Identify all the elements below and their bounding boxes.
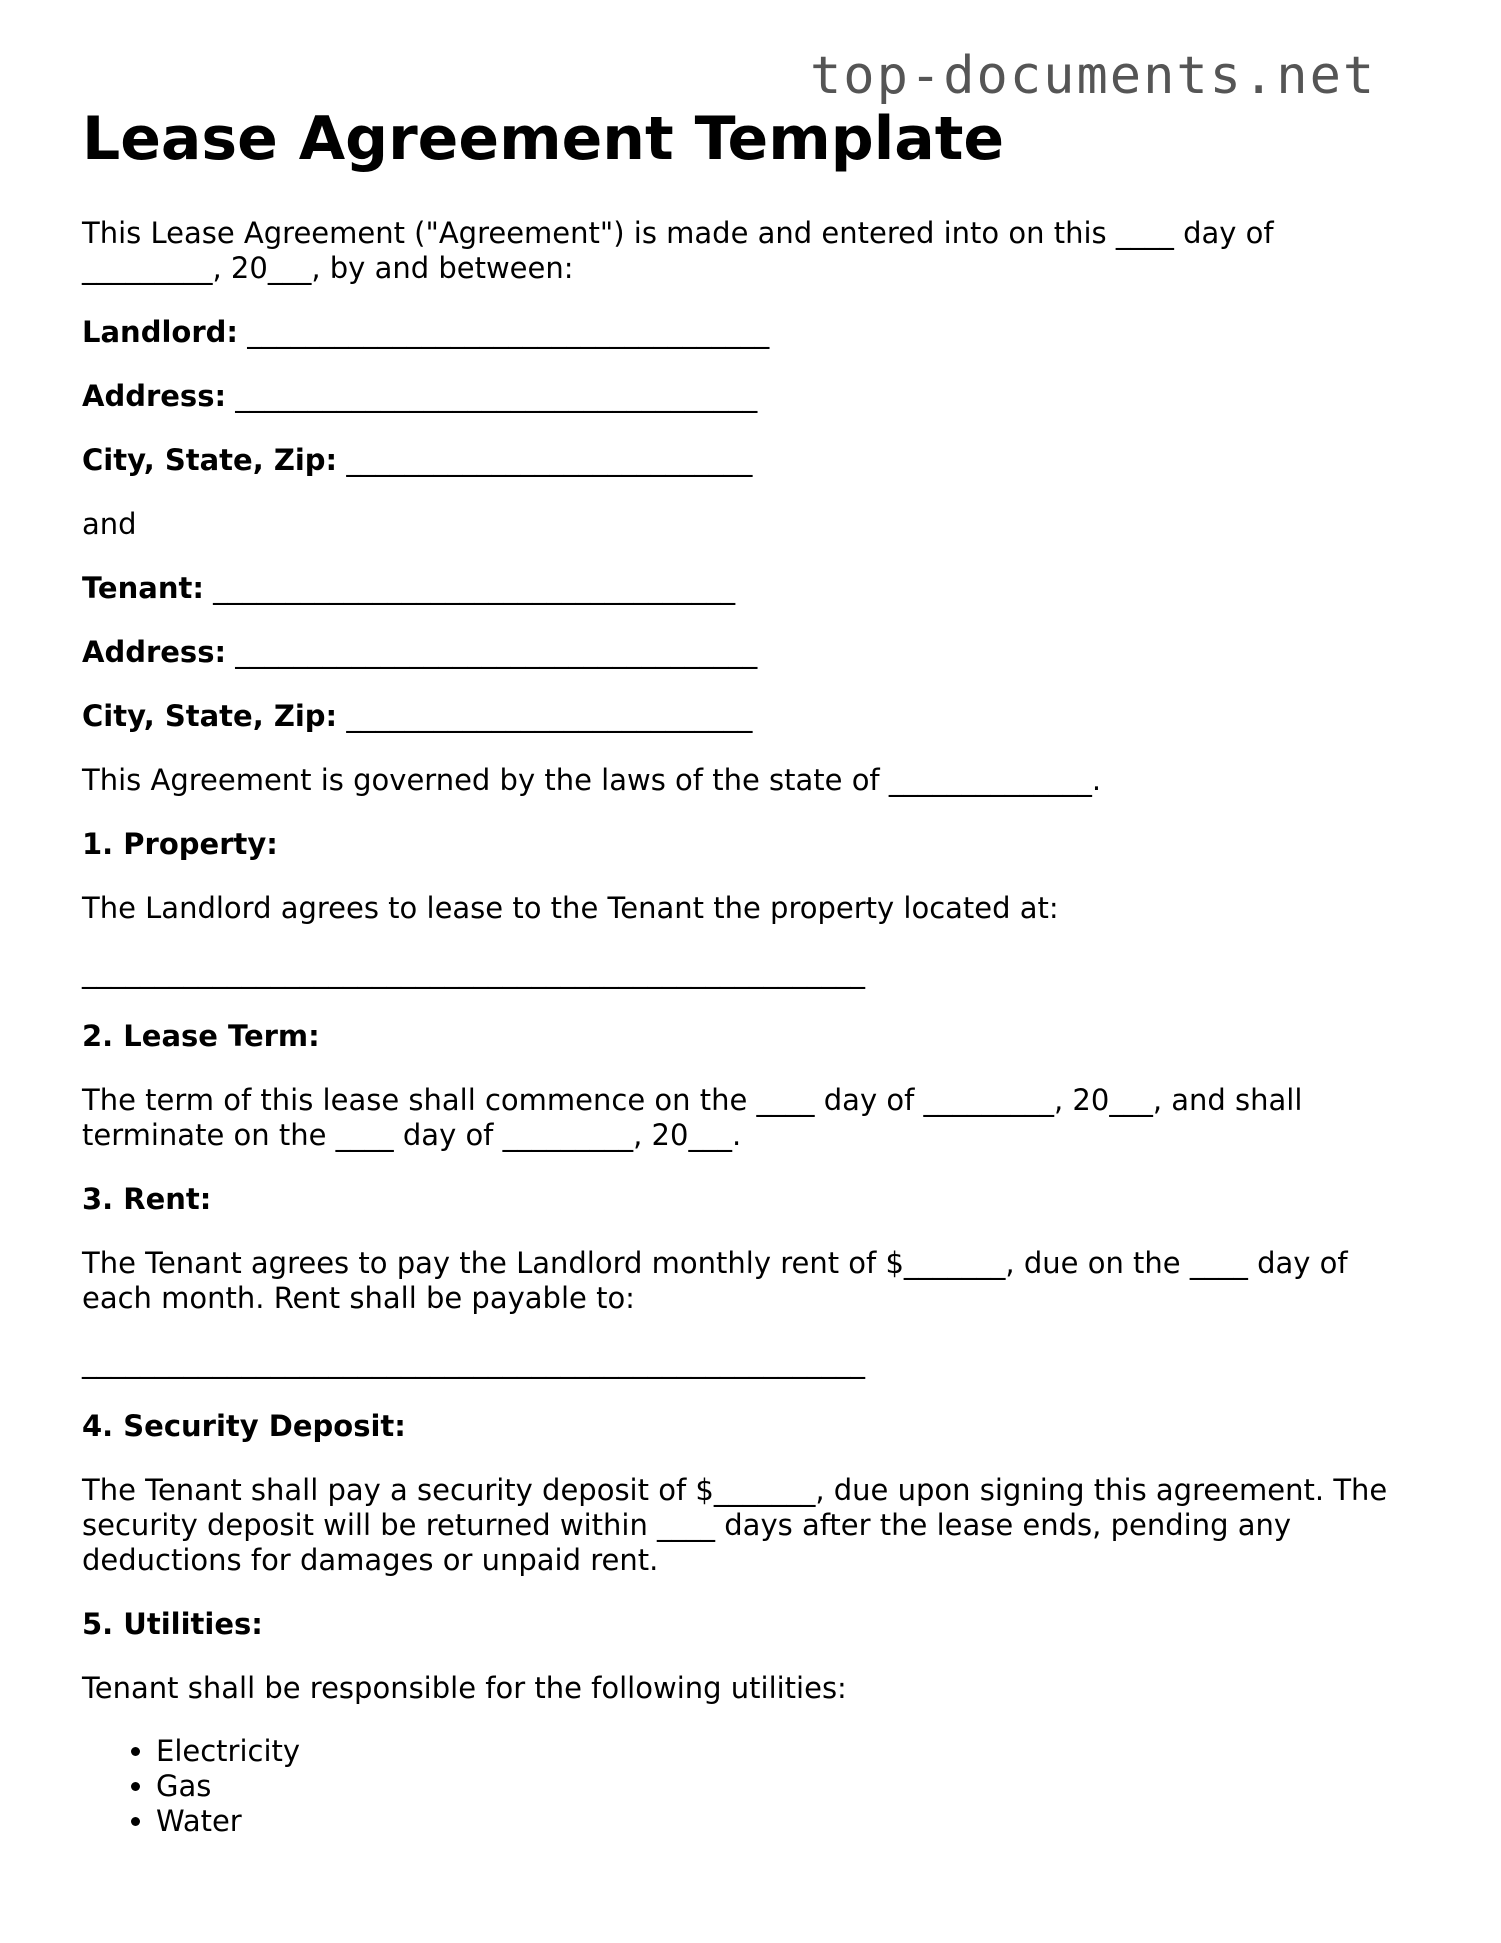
security-deposit-heading: 4. Security Deposit: (82, 1409, 406, 1443)
governing-law-text: This Agreement is governed by the laws of the state of ______________. (82, 763, 1102, 797)
list-item: • Water (156, 1804, 300, 1839)
landlord-address-row (82, 379, 757, 414)
tenant-address-blank[interactable]: ____________________________________ (226, 635, 758, 669)
rent-line-2: each month. Rent shall be payable to: (82, 1281, 635, 1315)
tenant-name-row (82, 571, 735, 606)
landlord-address-label: Address: (82, 379, 227, 413)
property-address-blank[interactable]: ______________________________________________________ (82, 955, 865, 989)
security-deposit-line-3: deductions for damages or unpaid rent. (82, 1543, 659, 1577)
list-item: • Electricity (156, 1734, 300, 1769)
security-deposit-line-1: The Tenant shall pay a security deposit of $_______, due upon signing this agreement. The (82, 1473, 1388, 1507)
tenant-csz-row (82, 699, 752, 734)
and-text: and (82, 507, 137, 541)
landlord-name-row (82, 315, 769, 350)
lease-term-heading: 2. Lease Term: (82, 1019, 320, 1053)
intro-line-1: This Lease Agreement ("Agreement") is made and entered into on this ____ day of (82, 216, 1274, 250)
landlord-name-blank[interactable]: ____________________________________ (237, 315, 770, 349)
lease-term-line-1: The term of this lease shall commence on the ____ day of _________, 20___, and shall (82, 1083, 1303, 1117)
landlord-address-blank[interactable]: ____________________________________ (226, 379, 758, 413)
rent-payee-blank[interactable]: ______________________________________________________ (82, 1345, 865, 1379)
tenant-csz-blank[interactable]: ____________________________ (337, 699, 753, 733)
property-heading: 1. Property: (82, 827, 278, 861)
tenant-name-label: Tenant: (82, 571, 204, 605)
property-text: The Landlord agrees to lease to the Tenant the property located at: (82, 891, 1059, 925)
rent-heading: 3. Rent: (82, 1182, 212, 1216)
tenant-address-row (82, 635, 757, 670)
tenant-csz-label: City, State, Zip: (82, 699, 338, 733)
landlord-csz-row (82, 443, 752, 478)
list-item: • Gas (156, 1769, 300, 1804)
intro-line-2: _________, 20___, by and between: (82, 251, 574, 285)
document-title: Lease Agreement Template (82, 104, 1005, 174)
utilities-list (82, 1734, 300, 1839)
landlord-csz-label: City, State, Zip: (82, 443, 338, 477)
lease-term-line-2: terminate on the ____ day of _________, 20___. (82, 1118, 742, 1152)
security-deposit-line-2: security deposit will be returned within ____ days after the lease ends, pending any (82, 1508, 1292, 1542)
tenant-address-label: Address: (82, 635, 227, 669)
utilities-text: Tenant shall be responsible for the following utilities: (82, 1671, 847, 1705)
utilities-heading: 5. Utilities: (82, 1607, 263, 1641)
watermark: top-documents.net (810, 46, 1377, 106)
landlord-csz-blank[interactable]: ____________________________ (337, 443, 753, 477)
rent-line-1: The Tenant agrees to pay the Landlord monthly rent of $_______, due on the ____ day of (82, 1246, 1348, 1280)
tenant-name-blank[interactable]: ____________________________________ (203, 571, 736, 605)
landlord-name-label: Landlord: (82, 315, 238, 349)
